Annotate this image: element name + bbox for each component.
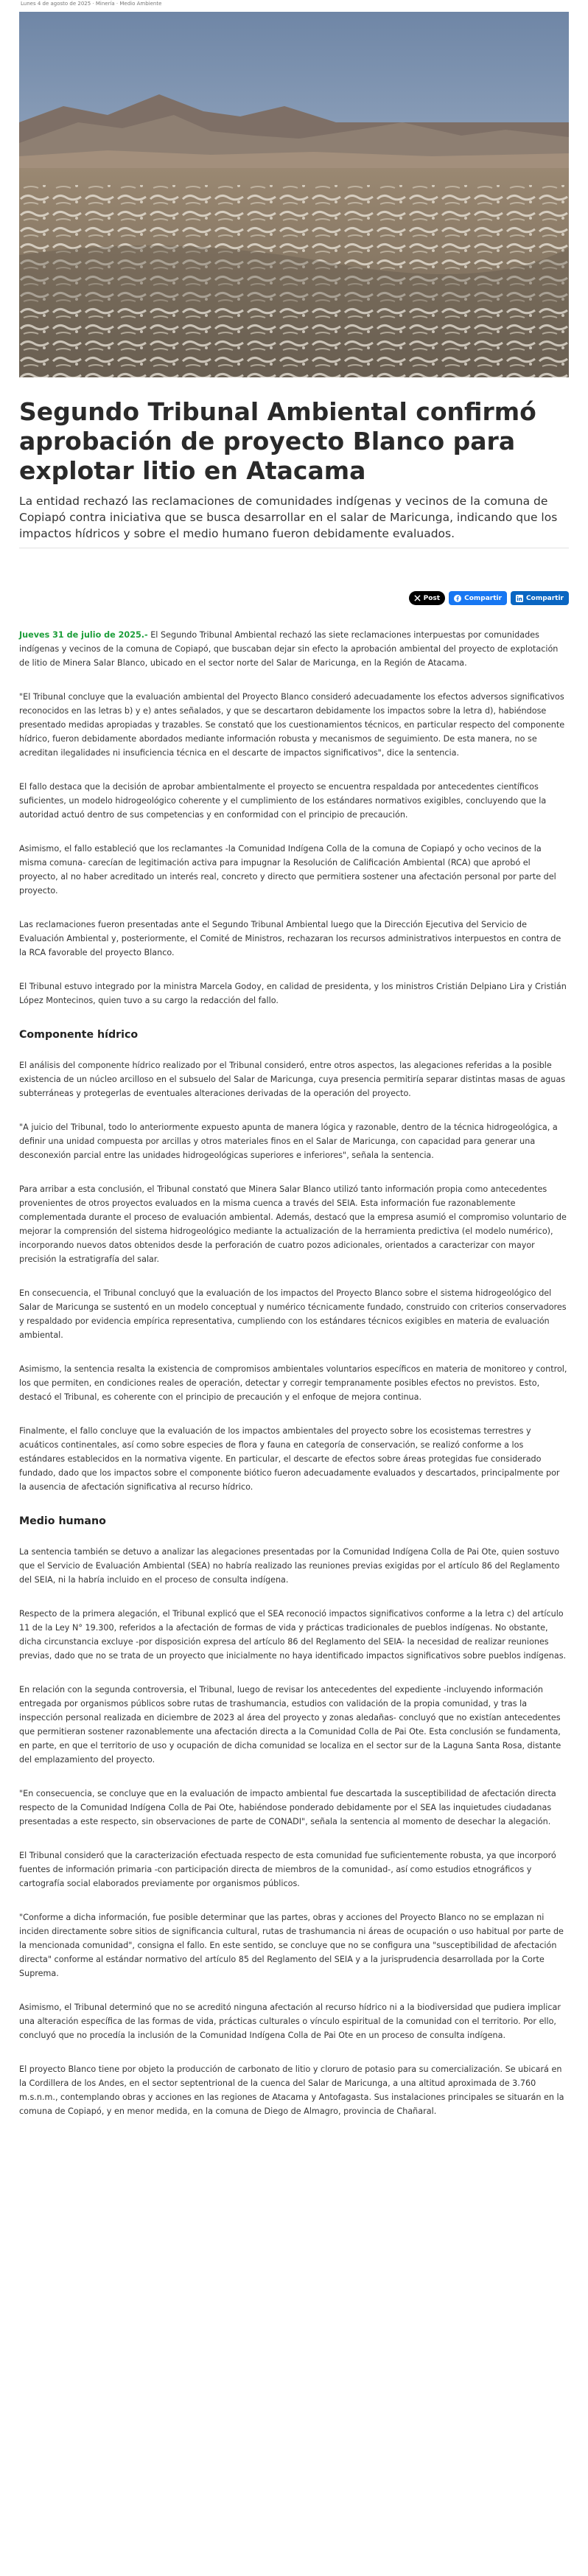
paragraph: Asimismo, el fallo estableció que los reclamantes -la Comunidad Indígena Colla de la comuna de Copiapó y ocho vecinos de la misma comuna- carecían de legitimación activa para impugnar la Resolución de Calificación Ambiental (RCA) que aprobó el proyecto, al no haber acreditado un interés real, concreto y directo que permitiera sostener una afectación personal por parte del proyecto. [19,844,556,896]
section-heading-hidrico: Componente hídrico [19,1029,139,1041]
page-title: Segundo Tribunal Ambiental confirmó aprobación de proyecto Blanco para explotar litio en Atacama [19,397,536,485]
share-facebook-label: Compartir [464,594,503,602]
facebook-icon [454,595,461,602]
share-x-button[interactable] [409,591,445,605]
paragraph: El Tribunal estuvo integrado por la ministra Marcela Godoy, en calidad de presidenta, y los ministros Cristián Delpiano Lira y Cristián López Montecinos, quien tuvo a su cargo la redacción del fallo. [19,982,567,1005]
paragraph: El análisis del componente hídrico realizado por el Tribunal consideró, entre otros aspectos, las alegaciones referidas a la posible existencia de un núcleo arcilloso en el subsuelo del Salar de Maricunga, cuya presencia permitiría separar distintas masas de aguas subterráneas y protegerlas de eventuales alteraciones derivadas de la operación del proyecto. [19,1061,566,1098]
linkedin-icon [516,595,523,602]
salt-flat-landscape-photo [19,12,569,377]
paragraph: La sentencia también se detuvo a analizar las alegaciones presentadas por la Comunidad Indígena Colla de Pai Ote, quien sostuvo que el Servicio de Evaluación Ambiental (SEA) no habría realizado las reuniones previas exigidas por el artículo 86 del Reglamento del SEIA, ni la habría incluido en el proceso de consulta indígena. [19,1547,560,1585]
paragraph: "A juicio del Tribunal, todo lo anteriormente expuesto apunta de manera lógica y razonable, dentro de la técnica hidrogeológica, a definir una unidad compuesta por arcillas y otros materiales finos en el Salar de Maricunga, con capacidad para generar una desconexión parcial entre las unidades hidrogeológicas superiores e inferiores", señala la sentencia. [19,1123,558,1160]
share-linkedin-button[interactable] [511,591,569,605]
paragraph: "En consecuencia, se concluye que en la evaluación de impacto ambiental fue descartada la susceptibilidad de afectación directa respecto de la Comunidad Indígena Colla de Pai Ote, habiéndose ponderado debidamente por el SEA las inquietudes ciudadanas presentadas a este respecto, sin observaciones de parte de CONADI", señala la sentencia al momento de desechar la alegación. [19,1789,556,1826]
share-bar [0,591,569,607]
x-logo-icon [414,595,421,601]
paragraph: Para arribar a esta conclusión, el Tribunal constató que Minera Salar Blanco utilizó tanto información propia como antecedentes provenientes de otros proyectos evaluados en la misma cuenca a través del SEIA. Esta información fue razonablemente complementada durante el proceso de evaluación ambiental. Además, destacó que la empresa asumió el compromiso voluntario de mejorar la comprensión del sistema hidrogeológico mediante la actualización de la herramienta predictiva (el modelo numérico), incorporando nuevos datos obtenidos desde la perforación de cuatro pozos adicionales, orientados a caracterizar con mayor precisión la estratigrafía del salar. [19,1184,567,1264]
share-linkedin-label: Compartir [526,594,564,602]
paragraph: "Conforme a dicha información, fue posible determinar que las partes, obras y acciones del Proyecto Blanco no se emplazan ni inciden directamente sobre sitios de significancia cultural, rutas de trashumancia ni áreas de ocupación o uso habitual por parte de la mencionada comunidad", consigna el fallo. En este sentido, se concluye que no se configura una "susceptibilidad de afectación directa" conforme al estándar normativo del artículo 85 del Reglamento del SEIA y a la jurisprudencia desarrollada por la Corte Suprema. [19,1913,564,1978]
paragraph: Asimismo, el Tribunal determinó que no se acreditó ninguna afectación al recurso hídrico ni a la biodiversidad que pudiera implicar una alteración específica de las formas de vida, prácticas culturales o vínculo espiritual de la comunidad con el territorio. Por ello, concluyó que no procedía la inclusión de la Comunidad Indígena Colla de Pai Ote en un proceso de consulta indígena. [19,2003,561,2040]
article-body [19,607,569,2118]
paragraph: El proyecto Blanco tiene por objeto la producción de carbonato de litio y cloruro de potasio para su comercialización. Se ubicará en la Cordillera de los Andes, en el sector septentrional de la cuenca del Salar de Maricunga, a una altitud aproximada de 3.760 m.s.n.m., contemplando obras y acciones en las regiones de Atacama y Antofagasta. Sus instalaciones principales se situarán en la comuna de Copiapó, y en menor medida, en la comuna de Diego de Almagro, provincia de Chañaral. [19,2064,564,2116]
paragraph: Finalmente, el fallo concluye que la evaluación de los impactos ambientales del proyecto sobre los ecosistemas terrestres y acuáticos continentales, así como sobre especies de flora y fauna en categoría de conservación, se realizó conforme a los estándares establecidos en la normativa vigente. En particular, el descarte de efectos sobre áreas protegidas fue considerado fundado, dado que los impactos sobre el componente biótico fueron adecuadamente evaluados y descartados, principalmente por la ausencia de afectación significativa al recurso hídrico. [19,1426,560,1492]
article-date: Jueves 31 de julio de 2025.- [19,630,148,640]
lead-paragraph [19,628,569,670]
paragraph: Las reclamaciones fueron presentadas ante el Segundo Tribunal Ambiental luego que la Dirección Ejecutiva del Servicio de Evaluación Ambiental y, posteriormente, el Comité de Ministros, rechazaran los recursos administrativos interpuestos en contra de la RCA favorable del proyecto Blanco. [19,920,561,957]
paragraph: "El Tribunal concluye que la evaluación ambiental del Proyecto Blanco consideró adecuadamente los efectos adversos significativos reconocidos en las letras b) y e) antes señalados, y que se descartaron debidamente los impactos sobre la letra d), habiéndose presentado medidas apropiadas y trazables. Se constató que los cuestionamientos técnicos, en particular respecto del componente hídrico, fueron debidamente abordados mediante información robusta y mecanismos de seguimiento. De esta manera, no se acreditan ilegalidades ni insuficiencia técnica en el descarte de impactos significativos", dice la sentencia. [19,692,565,758]
paragraph: El fallo destaca que la decisión de aprobar ambientalmente el proyecto se encuentra respaldada por antecedentes científicos suficientes, un modelo hidrogeológico coherente y el cumplimiento de los estándares normativos exigibles, concluyendo que la autoridad actuó dentro de sus competencias y en conformidad con el principio de precaución. [19,782,547,820]
section-heading-humano: Medio humano [19,1515,106,1527]
paragraph: En relación con la segunda controversia, el Tribunal, luego de revisar los antecedentes del expediente -incluyendo información entregada por organismos públicos sobre rutas de trashumancia, estudios con validación de la propia comunidad, y tras la inspección personal realizada en diciembre de 2023 al área del proyecto y zonas aledañas- concluyó que no existían antecedentes que permitieran sostener razonablemente una afectación directa a la Comunidad Colla de Pai Ote. Esta conclusión se fundamenta, en parte, en que el territorio de uso y ocupación de dicha comunidad se localiza en el sector sur de la Laguna Santa Rosa, distante del emplazamiento del proyecto. [19,1685,561,1765]
lead-text: El Segundo Tribunal Ambiental rechazó las siete reclamaciones interpuestas por comunidades indígenas y vecinos de la comuna de Copiapó, que buscaban dejar sin efecto la aprobación ambiental del proyecto de explotación de litio de Minera Salar Blanco, ubicado en el sector norte del Salar de Maricunga, en la Región de Atacama. [19,630,559,668]
paragraph: Asimismo, la sentencia resalta la existencia de compromisos ambientales voluntarios específicos en materia de monitoreo y control, los que permiten, en condiciones reales de operación, detectar y corregir tempranamente posibles efectos no previstos. Esto, destacó el Tribunal, es coherente con el principio de precaución y el enfoque de mejora continua. [19,1364,567,1402]
article-subtitle: La entidad rechazó las reclamaciones de comunidades indígenas y vecinos de la comuna de Copiapó contra iniciativa que se busca desarrollar en el salar de Maricunga, indicando que los impactos hídricos y sobre el medio humano fueron debidamente evaluados. [19,495,558,540]
paragraph: El Tribunal consideró que la caracterización efectuada respecto de esta comunidad fue suficientemente robusta, ya que incorporó fuentes de información primaria -con participación directa de miembros de la comunidad-, así como estudios etnográficos y cartografía social elaborados previamente por organismos públicos. [19,1851,556,1888]
share-x-label: Post [423,594,441,602]
paragraph: Respecto de la primera alegación, el Tribunal explicó que el SEA reconoció impactos significativos conforme a la letra c) del artículo 11 de la Ley N° 19.300, referidos a la afectación de formas de vida y prácticas tradicionales de pueblos indígenas. No obstante, dicha circunstancia excluye -por disposición expresa del artículo 86 del Reglamento del SEIA- la necesidad de realizar reuniones previas, dado que no se trata de un proyecto que inicialmente no haya identificado impactos significativos sobre pueblos indígenas. [19,1609,567,1661]
paragraph: En consecuencia, el Tribunal concluyó que la evaluación de los impactos del Proyecto Blanco sobre el sistema hidrogeológico del Salar de Maricunga se sustentó en un modelo conceptual y numérico técnicamente fundado, construido con criterios conservadores y respaldado por evidencia empírica representativa, cumpliendo con los estándares técnicos exigibles en materia de evaluación ambiental. [19,1288,567,1340]
article-meta: Lunes 4 de agosto de 2025 · Minería · Medio Ambiente [0,0,588,12]
hero-photo [19,12,569,377]
share-facebook-button[interactable] [449,591,507,605]
